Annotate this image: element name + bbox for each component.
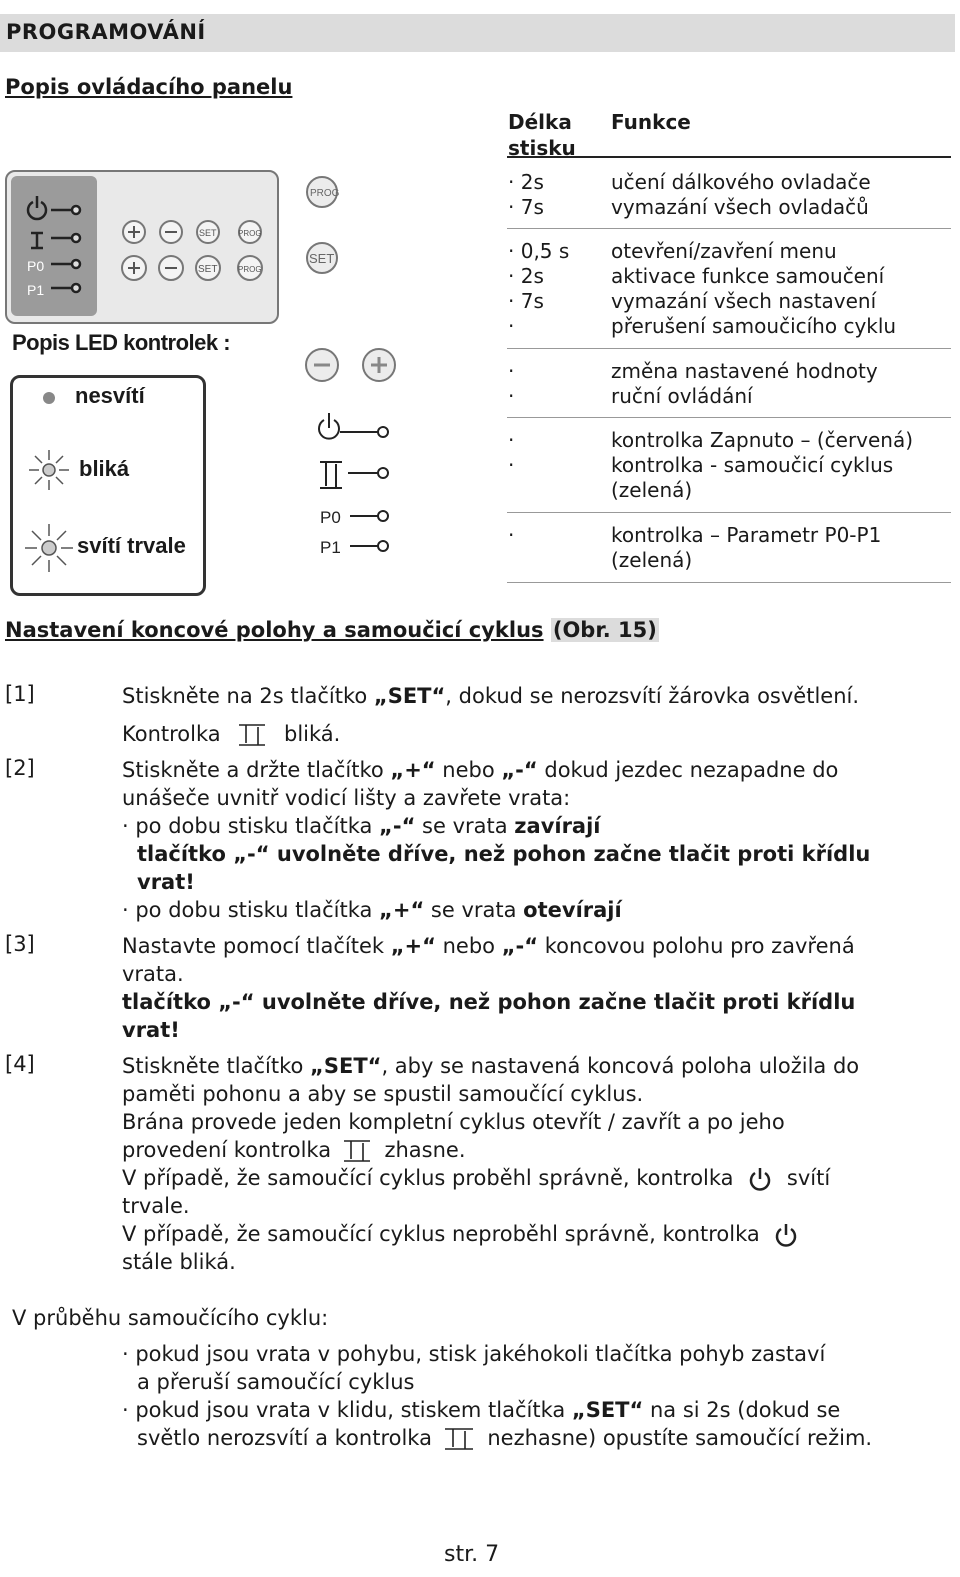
table-row-1-duration-1: · 2s xyxy=(508,170,544,194)
step-4-line-5: V případě, že samoučící cyklus proběhl správně, kontrolka svítí xyxy=(122,1164,830,1193)
step-2-warning-end: vrat! xyxy=(137,870,195,894)
table-row-4-duration-1: · xyxy=(508,428,515,452)
panel-prog-label-2: PROG xyxy=(238,265,262,274)
step-4-line-4: provedení kontrolka zhasne. xyxy=(122,1138,466,1162)
step-2-warning: tlačítko „-“ uvolněte dříve, než pohon začne tlačit proti křídlu xyxy=(137,842,871,866)
step-4-line-2: paměti pohonu a aby se spustil samoučící cyklus. xyxy=(122,1082,644,1106)
during-bullet-2: · pokud jsou vrata v klidu, stiskem tlačítka „SET“ na si 2s (dokud se xyxy=(122,1398,841,1422)
table-row-2-duration-2: · 2s xyxy=(508,264,544,288)
set-button-label: SET xyxy=(309,251,335,266)
step-3-line-2: vrata. xyxy=(122,962,184,986)
table-row-2-duration-4: · xyxy=(508,314,515,338)
panel-buttons xyxy=(112,212,272,292)
table-row-3-function-2: ruční ovládání xyxy=(611,384,753,408)
step-4-line-1: Stiskněte tlačítko „SET“, aby se nastavená koncová poloha uložila do xyxy=(122,1054,860,1078)
panel-set-label-2: SET xyxy=(198,264,218,275)
led-legend-icons xyxy=(23,378,73,588)
selflearn-led-icon xyxy=(227,722,277,748)
section-header-title: PROGRAMOVÁNÍ xyxy=(6,20,206,44)
table-row-2-duration-1: · 0,5 s xyxy=(508,239,570,263)
step-number: [3] xyxy=(5,932,35,956)
led-panel xyxy=(11,176,97,316)
p0-label: P0 xyxy=(27,258,45,274)
step-1-line-2: Kontrolka bliká. xyxy=(122,722,341,746)
panel-prog-label-1: PROG xyxy=(238,229,262,238)
table-row-3-duration-1: · xyxy=(508,359,515,383)
table-row-4-function-2: kontrolka - samoučicí cyklus xyxy=(611,453,894,477)
during-bullet-1-cont: a přeruší samoučící cyklus xyxy=(137,1370,415,1394)
table-row-1-function-1: učení dálkového ovladače xyxy=(611,170,871,194)
table-row-2-function-3: vymazání všech nastavení xyxy=(611,289,877,313)
step-1-line-1: Stiskněte na 2s tlačítko „SET“, dokud se nerozsvítí žárovka osvětlení. xyxy=(122,684,860,708)
step-number: [1] xyxy=(5,682,35,706)
col-duration-header: Délka xyxy=(508,110,572,134)
p1-icon-label: P1 xyxy=(320,538,341,557)
legend-on: svítí trvale xyxy=(77,533,186,558)
table-row-1-duration-2: · 7s xyxy=(508,195,544,219)
step-2-line-4: · po dobu stisku tlačítka „+“ se vrata otevírají xyxy=(122,898,622,922)
step-3-warning-end: vrat! xyxy=(122,1018,180,1042)
step-4-line-7: V případě, že samoučící cyklus neproběhl správně, kontrolka xyxy=(122,1220,806,1249)
selflearn-led-icon xyxy=(439,1426,481,1452)
power-icon xyxy=(740,1165,780,1193)
table-header-rule xyxy=(507,156,951,158)
col-duration-header-2: stisku xyxy=(508,136,576,160)
step-3-line-1: Nastavte pomocí tlačítek „+“ nebo „-“ koncovou polohu pro zavřená xyxy=(122,934,855,958)
section-title xyxy=(5,618,659,642)
led-legend xyxy=(10,375,206,596)
table-rule xyxy=(507,512,951,513)
table-row-1-function-2: vymazání všech ovladačů xyxy=(611,195,869,219)
step-4-line-3: Brána provede jeden kompletní cyklus otevřít / zavřít a po jeho xyxy=(122,1110,785,1134)
subtitle: Popis ovládacího panelu xyxy=(5,75,293,99)
p1-label: P1 xyxy=(27,282,45,298)
table-row-3-duration-2: · xyxy=(508,384,515,408)
section-title-text: Nastavení koncové polohy a samoučicí cyklus xyxy=(5,618,544,642)
button-icon-column xyxy=(300,170,410,570)
step-number: [2] xyxy=(5,756,35,780)
col-function-header: Funkce xyxy=(611,110,691,134)
step-2-line-1: Stiskněte a držte tlačítko „+“ nebo „-“ dokud jezdec nezapadne do xyxy=(122,758,839,782)
table-row-2-function-1: otevření/zavření menu xyxy=(611,239,837,263)
during-title: V průběhu samoučícího cyklu: xyxy=(12,1306,329,1330)
prog-button-label: PROG xyxy=(310,188,340,199)
page-number: str. 7 xyxy=(444,1542,500,1567)
step-2-line-3: · po dobu stisku tlačítka „-“ se vrata zavírají xyxy=(122,814,601,838)
during-bullet-1: · pokud jsou vrata v pohybu, stisk jakéhokoli tlačítka pohyb zastaví xyxy=(122,1342,826,1366)
during-bullet-2-cont: světlo nerozsvítí a kontrolka nezhasne) opustíte samoučící režim. xyxy=(137,1426,873,1450)
table-row-2-function-2: aktivace funkce samoučení xyxy=(611,264,885,288)
table-row-5-duration-1: · xyxy=(508,523,515,547)
table-rule xyxy=(507,348,951,349)
table-rule xyxy=(507,228,951,229)
step-2-line-2: unášeče uvnitř vodicí lišty a zavřete vrata: xyxy=(122,786,571,810)
control-panel-illustration xyxy=(5,170,279,324)
p0-icon-label: P0 xyxy=(320,508,341,527)
power-icon xyxy=(766,1221,806,1249)
selflearn-led-icon xyxy=(338,1138,378,1164)
table-rule xyxy=(507,582,951,583)
table-row-3-function-1: změna nastavené hodnoty xyxy=(611,359,878,383)
table-row-2-function-4: přerušení samoučicího cyklu xyxy=(611,314,897,338)
table-rule xyxy=(507,417,951,418)
table-row-4-duration-2: · xyxy=(508,453,515,477)
led-panel-icons xyxy=(11,176,97,316)
table-row-4-function-1: kontrolka Zapnuto – (červená) xyxy=(611,428,914,452)
table-row-5-function-1: kontrolka – Parametr P0-P1 xyxy=(611,523,882,547)
step-number: [4] xyxy=(5,1052,35,1076)
table-row-5-function-2: (zelená) xyxy=(611,548,693,572)
legend-blink: bliká xyxy=(79,456,130,481)
step-4-line-6: trvale. xyxy=(122,1194,190,1218)
figure-ref: (Obr. 15) xyxy=(552,618,657,642)
table-row-2-duration-3: · 7s xyxy=(508,289,544,313)
led-legend-title: Popis LED kontrolek : xyxy=(12,330,231,355)
panel-set-label-1: SET xyxy=(199,228,217,238)
section-header xyxy=(0,14,955,52)
step-4-line-8: stále bliká. xyxy=(122,1250,236,1274)
legend-off: nesvítí xyxy=(75,383,145,408)
table-row-4-function-3: (zelená) xyxy=(611,478,693,502)
step-3-warning: tlačítko „-“ uvolněte dříve, než pohon začne tlačit proti křídlu xyxy=(122,990,856,1014)
